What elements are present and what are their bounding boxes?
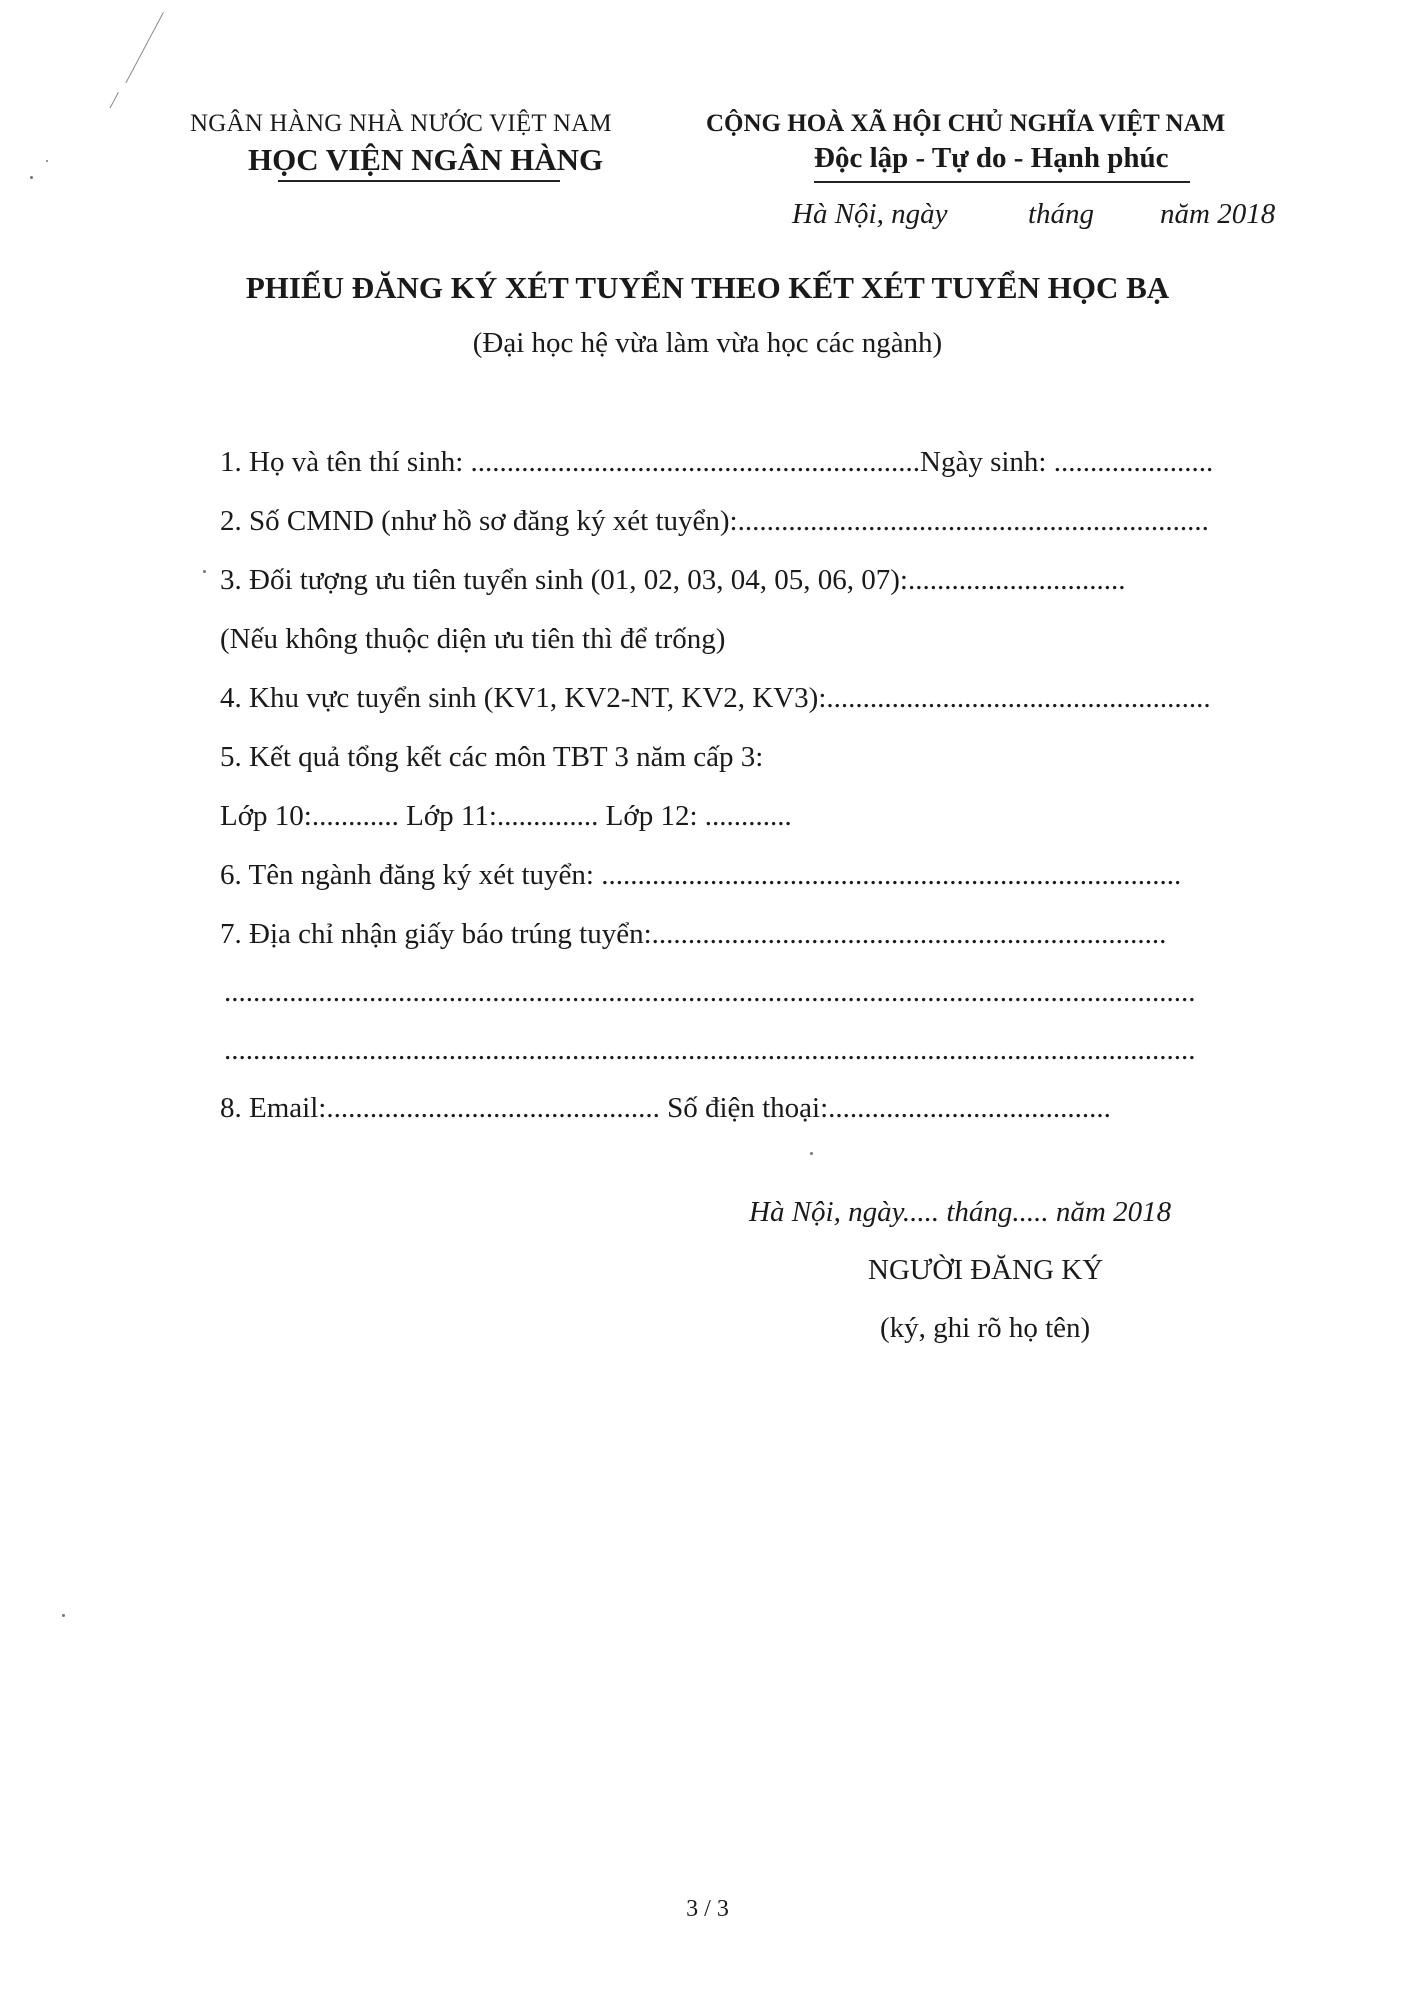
- page-number: 3 / 3: [686, 1896, 729, 1922]
- scan-mark: [125, 12, 163, 83]
- field-priority-group[interactable]: 3. Đối tượng ưu tiên tuyển sinh (01, 02, 03, 04, 05, 06, 07):..............................: [220, 564, 1126, 596]
- field-id-number[interactable]: 2. Số CMND (như hồ sơ đăng ký xét tuyển):.................................................................: [220, 505, 1209, 537]
- header-date-year: năm 2018: [1160, 198, 1276, 230]
- national-title: CỘNG HOÀ XÃ HỘI CHỦ NGHĨA VIỆT NAM: [706, 110, 1226, 137]
- field-email-and-phone[interactable]: 8. Email:.............................................. Số điện thoại:.......................................: [220, 1092, 1111, 1124]
- national-motto: Độc lập - Tự do - Hạnh phúc: [814, 142, 1169, 174]
- field-mailing-address-continued[interactable]: ......................................................................................................................................: [224, 1034, 1196, 1066]
- field-mailing-address-continued[interactable]: ......................................................................................................................................: [224, 976, 1196, 1008]
- signer-title: NGƯỜI ĐĂNG KÝ: [868, 1254, 1104, 1286]
- scan-speck: [62, 1614, 65, 1617]
- scan-speck: [203, 570, 206, 573]
- issuing-organization: NGÂN HÀNG NHÀ NƯỚC VIỆT NAM: [190, 110, 612, 137]
- form-subtitle: (Đại học hệ vừa làm vừa học các ngành): [472, 327, 943, 359]
- grades-heading: 5. Kết quả tổng kết các môn TBT 3 năm cấp 3:: [220, 741, 764, 773]
- field-full-name-and-birthdate[interactable]: 1. Họ và tên thí sinh: ..............................................................Ngày sinh: ......................: [220, 446, 1214, 478]
- signature-instruction: (ký, ghi rõ họ tên): [880, 1312, 1091, 1344]
- form-title: PHIẾU ĐĂNG KÝ XÉT TUYỂN THEO KẾT XÉT TUYỂN HỌC BẠ: [245, 270, 1170, 305]
- field-admission-area[interactable]: 4. Khu vực tuyển sinh (KV1, KV2-NT, KV2, KV3):.....................................................: [220, 682, 1211, 714]
- academy-name: HỌC VIỆN NGÂN HÀNG: [248, 142, 604, 177]
- field-grades-10-11-12[interactable]: Lớp 10:............ Lớp 11:.............. Lớp 12: ............: [220, 800, 792, 832]
- header-date-month: tháng: [1028, 198, 1095, 230]
- priority-group-note: (Nếu không thuộc diện ưu tiên thì để trống): [220, 623, 726, 655]
- field-major[interactable]: 6. Tên ngành đăng ký xét tuyển: ................................................................................: [220, 859, 1182, 891]
- signature-date: Hà Nội, ngày..... tháng..... năm 2018: [749, 1196, 1172, 1228]
- header-left-underline: [278, 180, 560, 182]
- scan-speck: [30, 176, 33, 179]
- header-right-underline: [814, 181, 1190, 183]
- scan-speck: [810, 1152, 813, 1155]
- scan-mark: [110, 92, 119, 108]
- header-date-day: Hà Nội, ngày: [792, 198, 948, 230]
- field-mailing-address[interactable]: 7. Địa chỉ nhận giấy báo trúng tuyển:.......................................................................: [220, 918, 1167, 950]
- scan-speck: [46, 160, 48, 162]
